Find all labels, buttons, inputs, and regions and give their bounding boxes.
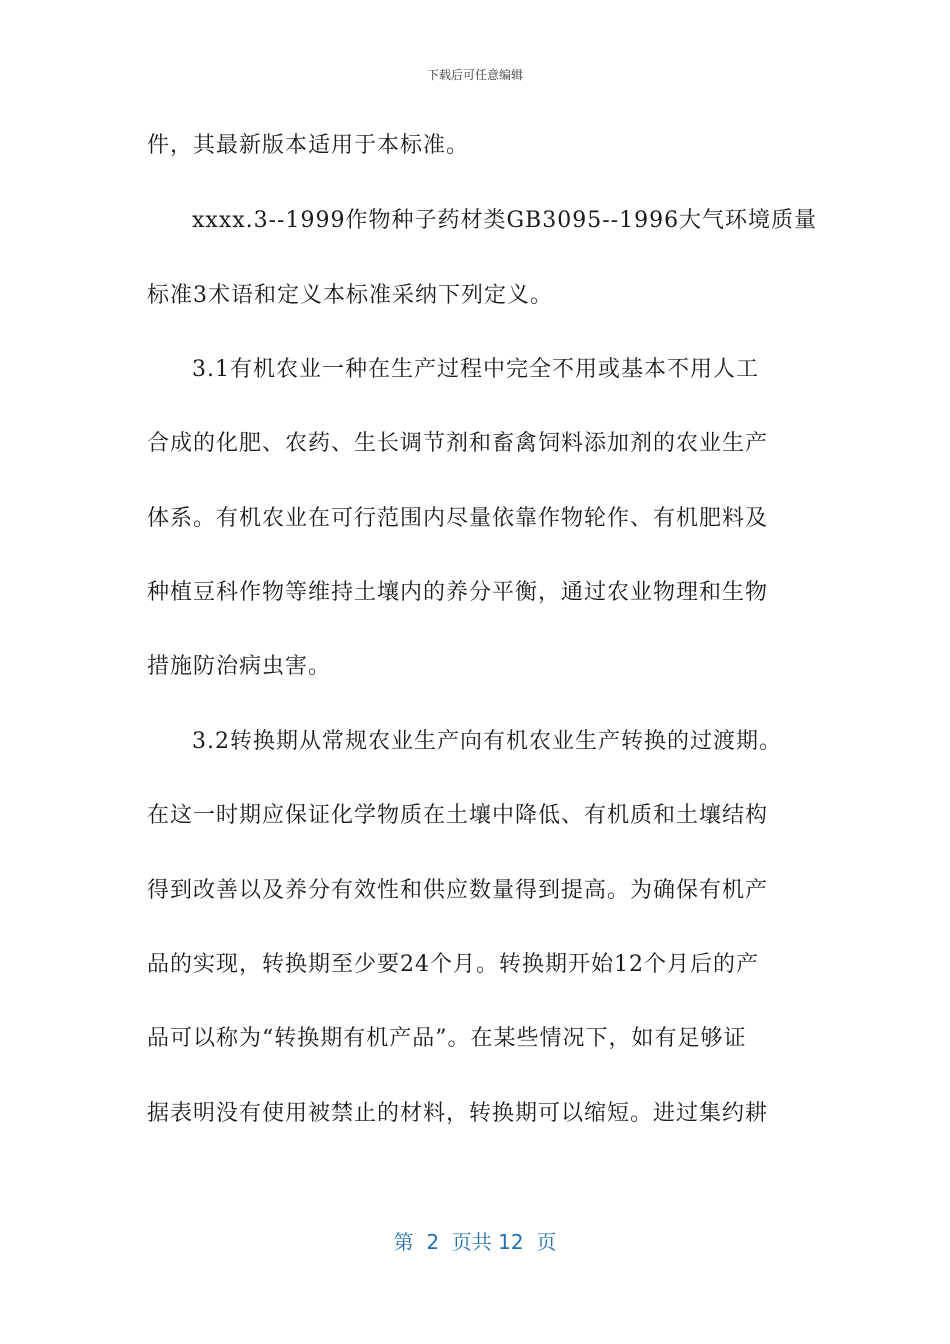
text-line: 品的实现，转换期至少要24个月。转换期开始12个月后的产: [147, 952, 759, 977]
text-line: 3.2转换期从常规农业生产向有机农业生产转换的过渡期。: [192, 729, 782, 754]
text-line: 标准3术语和定义本标准采纳下列定义。: [147, 283, 553, 308]
page-header-note: 下载后可任意编辑: [426, 68, 523, 82]
text-line: 种植豆科作物等维持土壤内的养分平衡，通过农业物理和生物: [147, 580, 769, 605]
text-line: 措施防治病虫害。: [147, 654, 332, 679]
page-number-footer: 第 2 页共 12 页: [393, 1230, 557, 1254]
text-line: 3.1有机农业一种在生产过程中完全不用或基本不用人工: [192, 357, 759, 382]
text-line: xxxx.3--1999作物种子药材类GB3095--1996大气环境质量: [192, 208, 818, 233]
text-line: 据表明没有使用被禁止的材料，转换期可以缩短。进过集约耕: [147, 1101, 769, 1126]
text-line: 得到改善以及养分有效性和供应数量得到提高。为确保有机产: [147, 878, 769, 903]
text-line: 体系。有机农业在可行范围内尽量依靠作物轮作、有机肥料及: [147, 506, 769, 531]
text-line: 品可以称为“转换期有机产品”。在某些情况下，如有足够证: [147, 1026, 747, 1051]
text-line: 件，其最新版本适用于本标准。: [147, 133, 470, 158]
text-line: 在这一时期应保证化学物质在土壤中降低、有机质和土壤结构: [147, 803, 769, 828]
text-line: 合成的化肥、农药、生长调节剂和畜禽饲料添加剂的农业生产: [147, 431, 769, 456]
